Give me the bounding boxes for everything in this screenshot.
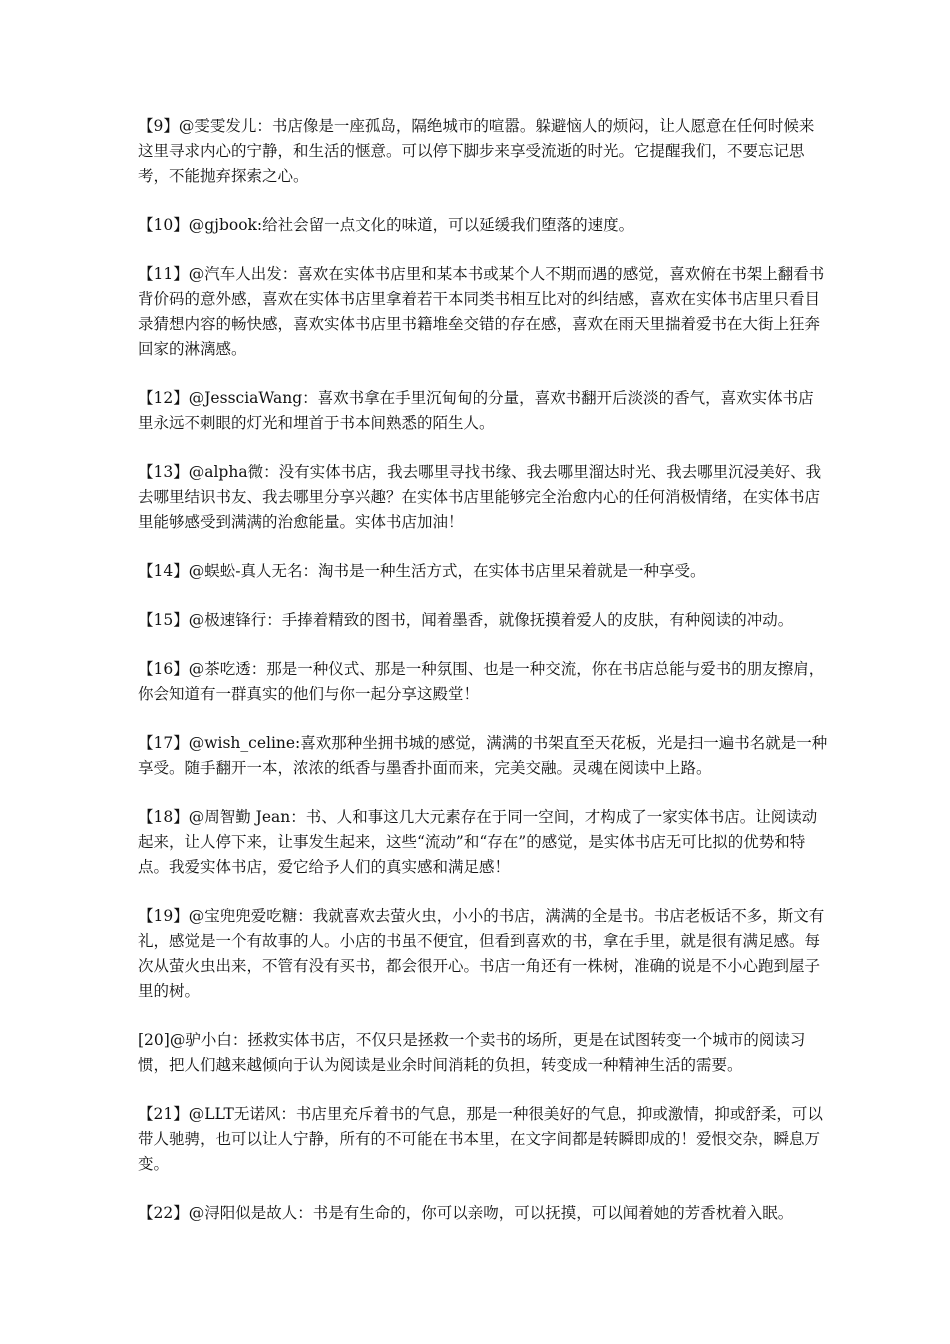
comment-paragraph-22: 【22】@浔阳似是故人：书是有生命的，你可以亲吻，可以抚摸，可以闻着她的芳香枕着入眠。 <box>138 1204 794 1222</box>
comment-paragraph-20: [20]@驴小白：拯救实体书店，不仅只是拯救一个卖书的场所，更是在试图转变一个城市的阅读习惯，把人们越来越倾向于认为阅读是业余时间消耗的负担，转变成一种精神生活的需要。 <box>138 1031 806 1074</box>
comment-paragraph-19: 【19】@宝兜兜爱吃糖：我就喜欢去萤火虫，小小的书店，满满的全是书。书店老板话不多，斯文有礼，感觉是一个有故事的人。小店的书虽不便宜，但看到喜欢的书，拿在手里，就是很有满足感。每次从萤火虫出来，不管有没有买书，都会很开心。书店一角还有一株树，准确的说是不小心跑到屋子里的树。 <box>138 907 825 1000</box>
comment-paragraph-13: 【13】@alpha微：没有实体书店，我去哪里寻找书缘、我去哪里溜达时光、我去哪里沉浸美好、我去哪里结识书友、我去哪里分享兴趣？在实体书店里能够完全治愈内心的任何消极情绪，在实体书店里能够感受到满满的治愈能量。实体书店加油！ <box>138 463 822 531</box>
document-body <box>138 114 828 1250</box>
comment-paragraph-14: 【14】@蜈蚣-真人无名：淘书是一种生活方式，在实体书店里呆着就是一种享受。 <box>138 562 706 580</box>
comment-paragraph-11: 【11】@汽车人出发：喜欢在实体书店里和某本书或某个人不期而遇的感觉，喜欢俯在书架上翻看书背价码的意外感，喜欢在实体书店里拿着若干本同类书相互比对的纠结感，喜欢在实体书店里只看目录猜想内容的畅快感，喜欢实体书店里书籍堆垒交错的存在感，喜欢在雨天里揣着爱书在大街上狂奔回家的淋漓感。 <box>138 265 825 358</box>
comment-paragraph-10: 【10】@gjbook:给社会留一点文化的味道，可以延缓我们堕落的速度。 <box>138 216 635 234</box>
comment-paragraph-21: 【21】@LLT无诺风：书店里充斥着书的气息，那是一种很美好的气息，抑或激情，抑或舒柔，可以带人驰骋，也可以让人宁静，所有的不可能在书本里，在文字间都是转瞬即成的！爱恨交杂，瞬息万变。 <box>138 1105 823 1173</box>
comment-paragraph-17: 【17】@wish_celine:喜欢那种坐拥书城的感觉，满满的书架直至天花板，光是扫一遍书名就是一种享受。随手翻开一本，浓浓的纸香与墨香扑面而来，完美交融。灵魂在阅读中上路。 <box>138 734 828 777</box>
comment-paragraph-18: 【18】@周智勤 Jean：书、人和事这几大元素存在于同一空间，才构成了一家实体书店。让阅读动起来，让人停下来，让事发生起来，这些“流动”和“存在”的感觉，是实体书店无可比拟的优势和特点。我爱实体书店，爱它给予人们的真实感和满足感！ <box>138 808 818 876</box>
comment-paragraph-9: 【9】@雯雯发儿：书店像是一座孤岛，隔绝城市的喧嚣。躲避恼人的烦闷，让人愿意在任何时候来这里寻求内心的宁静，和生活的惬意。可以停下脚步来享受流逝的时光。它提醒我们，不要忘记思考，不能抛弃探索之心。 <box>138 117 815 185</box>
comment-paragraph-15: 【15】@极速锋行：手捧着精致的图书，闻着墨香，就像抚摸着爱人的皮肤，有种阅读的冲动。 <box>138 611 794 629</box>
comment-paragraph-16: 【16】@茶吃透：那是一种仪式、那是一种氛围、也是一种交流，你在书店总能与爱书的朋友擦肩，你会知道有一群真实的他们与你一起分享这殿堂！ <box>138 660 825 703</box>
comment-paragraph-12: 【12】@JessciaWang：喜欢书拿在手里沉甸甸的分量，喜欢书翻开后淡淡的香气，喜欢实体书店里永远不刺眼的灯光和埋首于书本间熟悉的陌生人。 <box>138 389 814 432</box>
